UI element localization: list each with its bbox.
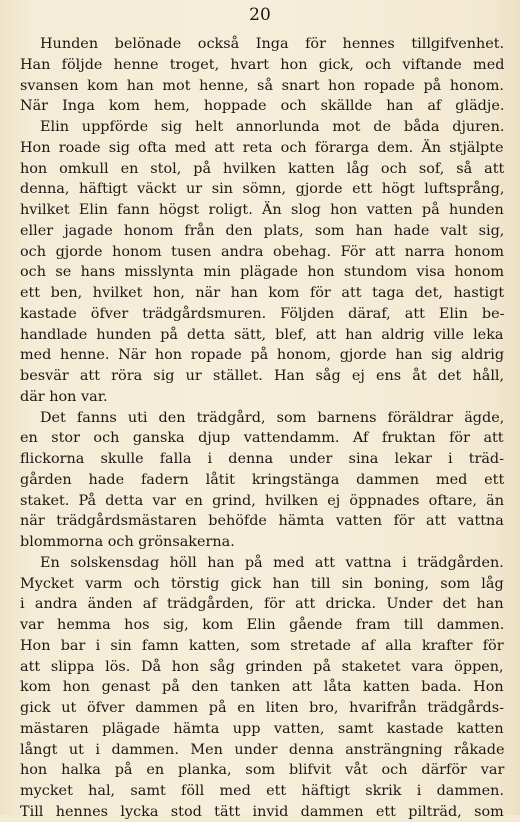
text-line: hon omkull en stol, på hvilken katten låg och sof, så att [20,160,505,177]
text-line: När Inga kom hem, hoppade och skällde han af glädje. [20,98,505,115]
text-line: Hon roade sig ofta med att reta och förarga dem. Än stjälpte [20,139,504,156]
text-line: En solskensdag höll han på med att vattna i trädgården. [40,554,504,571]
text-line: hvilket Elin fann högst roligt. Än slog hon vatten på hunden [20,202,504,218]
text-line: kom hon genast på den tanken att låta katten bada. Hon [20,679,504,696]
text-line: Det fanns uti den trädgård, som barnens föräldrar ägde, [40,409,505,426]
text-line: flickorna skulle falla i denna under sina lekar i träd- [20,451,505,467]
text-line: en stor och ganska djup vattendamm. Af fruktan för att [20,430,504,447]
text-line: blommorna och grönsakerna. [20,534,235,550]
text-line: med henne. När hon ropade på honom, gjorde han sig aldrig [20,347,505,364]
text-line: i andra änden af trädgården, för att dricka. Under det han [20,596,504,613]
text-line: besvär att röra sig ur stället. Han såg ej ens åt det håll, [20,368,505,384]
text-line: gården hade fadern låtit kringstänga dammen med ett [20,471,505,488]
text-line: Hon bar i sin famn katten, som stretade af alla krafter för [20,637,504,654]
text-line: Han följde henne troget, hvart hon gick, och viftande med [20,56,505,73]
text-line: var hemma hos sig, kom Elin gående fram till dammen. [20,617,505,633]
text-line: Hunden belönade också Inga för hennes tillgifvenhet. [40,36,505,52]
text-line: och se hans misslynta min plägade hon stundom visa honom [20,264,505,281]
text-line: där hon var. [20,388,108,405]
text-line: när trädgårdsmästaren behöfde hämta vatten för att vattna [20,513,504,530]
page-number: 20 [249,5,271,25]
text-line: svansen kom han mot henne, så snart hon ropade på honom. [20,77,504,94]
text-line: denna, häftigt väckt ur sin sömn, gjorde ett högt luftsprång, [20,181,505,198]
text-line: kastade öfver trädgårdsmuren. Följden däraf, att Elin be- [20,305,505,322]
text-line: Till hennes lycka stod tätt invid dammen ett pilträd, som [20,803,504,820]
text-line: mycket hal, samt föll med ett häftigt skrik i dammen. [20,783,505,799]
text-line: och gjorde honom tusen andra obehag. För att narra honom [20,243,504,260]
text-line: hon halka på en planka, som blifvit våt och därför var [20,762,505,779]
text-line: ett ben, hvilket hon, när han kom för att taga det, hastigt [20,285,505,301]
text-line: handlade hunden på detta sätt, blef, att han aldrig ville leka [20,326,504,343]
text-line: mästaren plägade hämta upp vatten, samt kastade katten [20,720,504,737]
text-line: långt ut i dammen. Men under denna ansträngning råkade [20,741,505,758]
text-line: gick ut öfver dammen på en liten bro, hvarifrån trädgårds- [20,700,504,716]
text-line: att slippa lös. Då hon såg grinden på staketet vara öppen, [20,658,504,675]
text-line: Mycket varm och törstig gick han till sin boning, som låg [20,575,504,592]
text-line: Elin uppförde sig helt annorlunda mot de båda djuren. [40,119,505,135]
text-line: eller jagade honom från den plats, som han hade valt sig, [20,222,505,239]
text-line: staket. På detta var en grind, hvilken ej öppnades oftare, än [20,492,505,509]
